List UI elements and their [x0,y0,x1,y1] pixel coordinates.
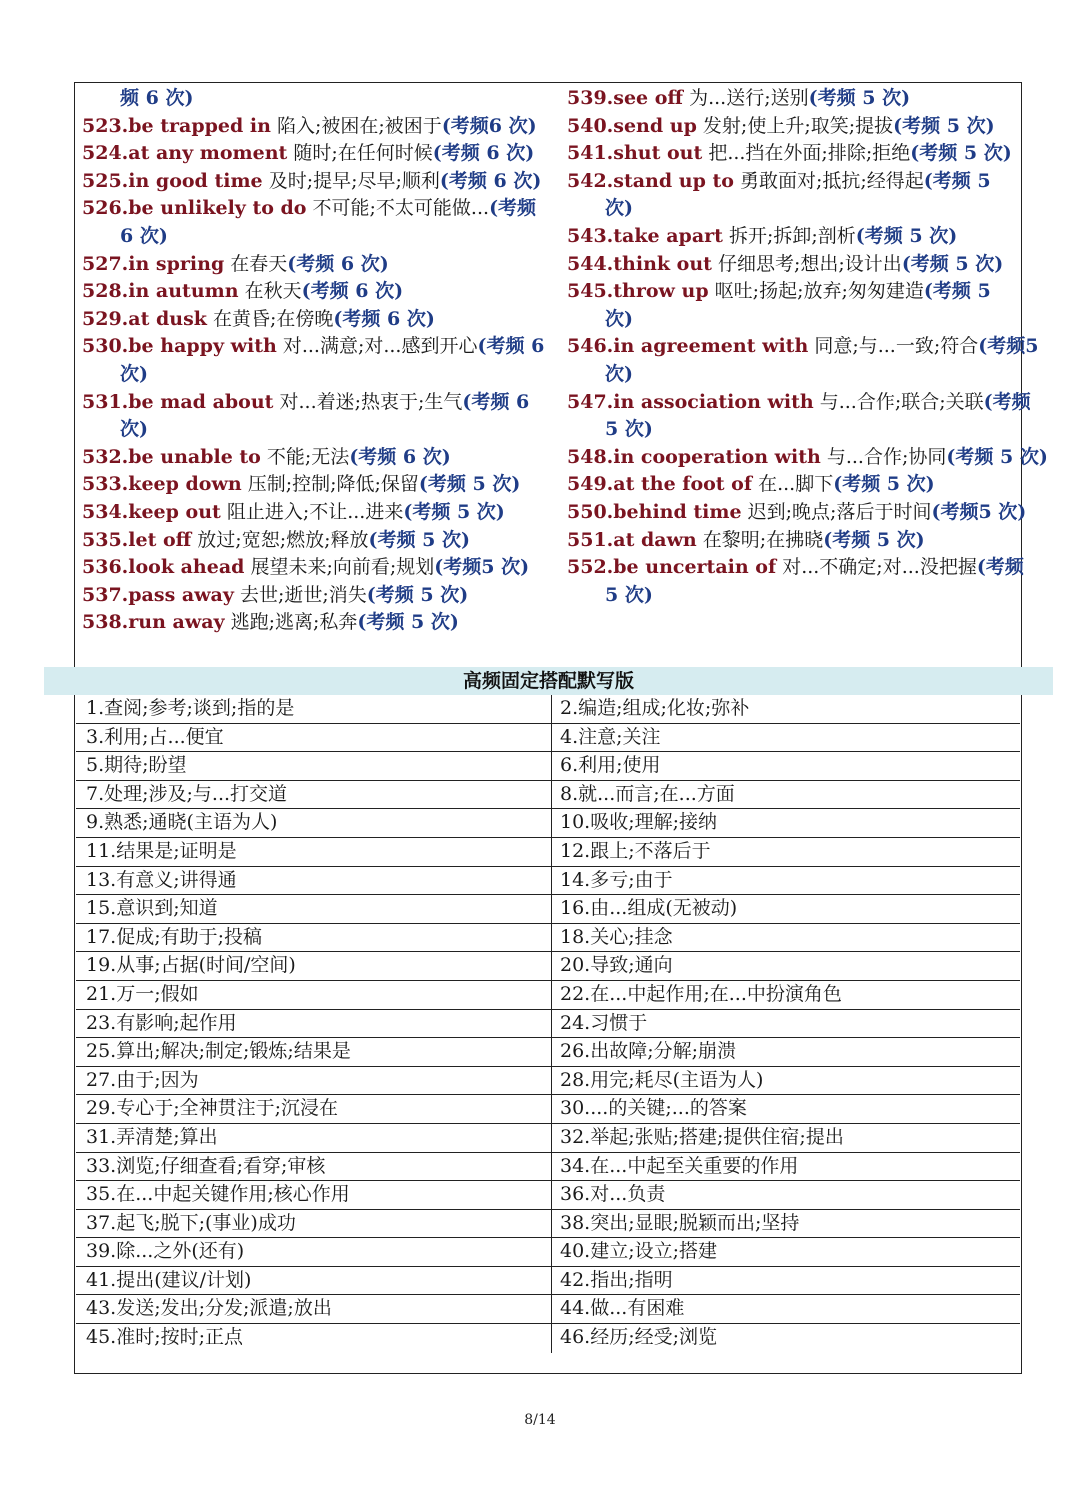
table-cell: 45.准时;按时;正点 [76,1324,552,1353]
exam-frequency: (考频 [489,197,537,220]
phrase-text: 537.pass away [82,583,234,606]
phrase-meaning: 对...满意;对...感到开心 [282,335,478,358]
table-cell: 3.利用;占...便宜 [76,724,552,752]
table-row [76,1181,1020,1210]
phrase-meaning: 及时;提早;尽早;顺利 [268,169,440,192]
phrase-meaning: 呕吐;扬起;放弃;匆匆建造 [714,280,924,303]
phrase-text: 549.at the foot of [567,473,753,496]
phrase-meaning: 不能;无法 [266,445,350,468]
phrase-meaning: 同意;与...一致;符合 [814,335,979,358]
phrase-meaning: 迟到;晚点;落后于时间 [747,500,932,523]
phrase-entry [567,223,1019,251]
phrase-entry [567,85,1019,113]
exam-frequency: (考频6 次) [441,114,537,137]
phrase-text: 528.in autumn [82,280,239,303]
phrase-entry [567,168,1019,196]
phrase-entry [567,444,1048,472]
phrase-meaning: 不可能;不太可能做... [312,197,490,220]
page-number: 8/14 [524,1412,556,1428]
phrase-meaning: 仔细思考;想出;设计出 [718,252,902,275]
phrase-list-right [567,85,1048,609]
phrase-meaning: 在春天 [230,252,288,275]
phrase-text: 535.let off [82,528,192,551]
table-cell: 31.弄清楚;算出 [76,1124,552,1152]
exam-frequency: (考频 6 次) [301,280,404,303]
table-row [76,1153,1020,1182]
table-row [76,838,1020,867]
exam-frequency: (考频5 次) [434,556,530,579]
phrase-meaning: 在黎明;在拂晓 [702,528,824,551]
phrase-entry [82,389,552,417]
table-cell: 37.起飞;脱下;(事业)成功 [76,1210,552,1238]
phrase-text: 525.in good time [82,169,263,192]
phrase-meaning: 与...合作;联合;关联 [819,390,984,413]
phrase-entry [567,416,1019,444]
exam-frequency: (考频 6 [462,390,530,413]
phrase-entry [567,278,1019,306]
table-cell: 24.习惯于 [560,1011,648,1034]
exam-frequency: (考频 6 [477,335,545,358]
table-row [76,1295,1020,1324]
table-row [76,695,1020,724]
phrase-text: 534.keep out [82,500,221,523]
table-row [76,895,1020,924]
phrase-text: 533.keep down [82,473,242,496]
phrase-meaning: 在秋天 [244,280,302,303]
phrase-entry [567,389,1031,417]
phrase-entry [567,554,1024,582]
phrase-entry [82,361,552,389]
table-cell: 13.有意义;讲得通 [76,867,552,895]
table-row [76,1210,1020,1239]
phrase-text: 544.think out [567,252,712,275]
phrase-text: 551.at dawn [567,528,697,551]
exam-frequency: (考频5 [978,335,1039,358]
phrase-meaning: 勇敢面对;抵抗;经得起 [739,169,924,192]
table-cell: 20.导致;通向 [560,954,673,977]
table-cell: 36.对...负责 [560,1183,666,1206]
exam-frequency: (考频 5 次) [893,114,995,137]
exam-frequency: (考频 6 次) [439,169,542,192]
exam-frequency: (考频 6 次) [349,445,451,468]
table-cell: 42.指出;指明 [560,1268,673,1291]
phrase-list-left [82,85,552,637]
dictation-table [76,695,1020,1353]
table-row [76,1095,1020,1124]
phrase-entry [82,499,552,527]
exam-frequency: 5 次) [605,583,653,606]
table-row [76,1038,1020,1067]
table-row [76,752,1020,781]
exam-frequency: (考频 5 次) [366,583,469,606]
table-row [76,1238,1020,1267]
phrase-meaning: 陷入;被困在;被困于 [277,114,442,137]
phrase-entry [82,582,552,610]
exam-frequency: (考频 5 次) [833,473,935,496]
exam-frequency: (考频 5 次) [357,611,459,634]
phrase-entry [82,609,552,637]
exam-frequency: (考频 [976,556,1024,579]
table-cell: 14.多亏;由于 [560,868,673,891]
table-cell: 6.利用;使用 [560,754,661,777]
table-cell: 16.由...组成(无被动) [560,897,738,920]
phrase-meaning: 发射;使上升;取笑;提拔 [702,114,894,137]
exam-frequency: (考频 5 [923,169,991,192]
table-cell: 5.期待;盼望 [76,752,552,780]
table-row [76,1267,1020,1296]
exam-frequency: (考频 5 次) [855,224,958,247]
phrase-entry [82,113,552,141]
phrase-entry [567,471,1019,499]
table-cell: 17.促成;有助于;投稿 [76,924,552,952]
phrase-meaning: 逃跑;逃离;私奔 [230,611,358,634]
phrase-entry [82,306,552,334]
table-cell: 1.查阅;参考;谈到;指的是 [76,695,552,723]
table-row [76,981,1020,1010]
exam-frequency: (考频 5 次) [418,473,521,496]
exam-frequency: 次) [120,362,148,385]
exam-frequency: 次) [605,362,633,385]
table-cell: 10.吸收;理解;接纳 [560,811,718,834]
phrase-meaning: 为...送行;送别 [689,87,809,109]
table-cell: 12.跟上;不落后于 [560,839,711,862]
phrase-meaning: 把...挡在外面;排除;拒绝 [708,142,911,165]
table-cell: 33.浏览;仔细查看;看穿;审核 [76,1153,552,1181]
phrase-text: 539.see off [567,87,684,109]
table-row [76,952,1020,981]
table-row [76,1124,1020,1153]
phrase-entry [567,140,1019,168]
phrase-entry [82,140,552,168]
phrase-text: 552.be uncertain of [567,556,777,579]
table-cell: 43.发送;发出;分发;派遣;放出 [76,1295,552,1323]
exam-frequency: (考频 6 次) [287,252,389,275]
phrase-text: 546.in agreement with [567,335,809,358]
phrase-entry [567,251,1019,279]
phrase-text: 526.be unlikely to do [82,197,307,220]
phrase-text: 529.at dusk [82,307,207,330]
exam-frequency: (考频 5 次) [368,528,470,551]
exam-frequency: (考频 5 次) [910,142,1012,165]
table-cell: 26.出故障;分解;崩溃 [560,1040,737,1063]
table-row [76,1324,1020,1353]
table-row [76,1067,1020,1096]
phrase-text: 542.stand up to [567,169,734,192]
phrase-text: 543.take apart [567,224,723,247]
table-row [76,924,1020,953]
phrase-entry [82,527,552,555]
table-cell: 15.意识到;知道 [76,895,552,923]
exam-frequency: (考频 5 次) [808,87,911,109]
phrase-entry [82,278,552,306]
table-cell: 23.有影响;起作用 [76,1010,552,1038]
phrase-meaning: 阻止进入;不让...进来 [226,500,404,523]
phrase-entry [82,333,552,361]
phrase-text: 531.be mad about [82,390,274,413]
exam-frequency: 6 次) [120,224,168,247]
exam-frequency: (考频 [983,390,1031,413]
phrase-meaning: 对...不确定;对...没把握 [782,556,977,579]
phrase-entry [82,195,552,223]
phrase-meaning: 对...着迷;热衷于;生气 [279,390,463,413]
table-cell: 21.万一;假如 [76,981,552,1009]
exam-frequency: (考频5 次) [931,500,1027,523]
phrase-text: 541.shut out [567,142,703,165]
phrase-text: 530.be happy with [82,335,277,358]
table-cell: 2.编造;组成;化妆;弥补 [560,697,750,719]
exam-frequency: (考频 5 次) [823,528,925,551]
phrase-text: 523.be trapped in [82,114,271,137]
phrase-meaning: 展望未来;向前看;规划 [250,556,435,579]
phrase-text: 524.at any moment [82,142,288,165]
phrase-meaning: 在黄昏;在傍晚 [213,307,334,330]
phrase-entry [567,527,1019,555]
exam-frequency: 次) [120,418,148,441]
exam-frequency: (考频 5 次) [403,500,505,523]
table-cell: 28.用完;耗尽(主语为人) [560,1068,764,1091]
section-title: 高频固定搭配默写版 [44,667,1053,695]
table-cell: 22.在...中起作用;在...中扮演角色 [560,982,842,1005]
table-cell: 46.经历;经受;浏览 [560,1326,718,1349]
phrase-meaning: 拆开;拆卸;剖析 [728,224,856,247]
phrase-entry [567,113,1019,141]
table-cell: 34.在...中起至关重要的作用 [560,1154,799,1177]
table-row [76,781,1020,810]
table-cell: 4.注意;关注 [560,725,661,748]
phrase-meaning: 随时;在任何时候 [293,142,433,165]
phrase-text: 550.behind time [567,500,742,523]
table-cell: 41.提出(建议/计划) [76,1267,552,1295]
phrase-meaning: 放过;宽恕;燃放;释放 [197,528,369,551]
table-cell: 9.熟悉;通晓(主语为人) [76,809,552,837]
phrase-entry [82,251,552,279]
exam-frequency: (考频 6 次) [333,307,435,330]
phrase-text: 547.in association with [567,390,814,413]
table-cell: 8.就...而言;在...方面 [560,782,735,805]
table-cell: 29.专心于;全神贯注于;沉浸在 [76,1095,552,1123]
table-cell: 19.从事;占据(时间/空间) [76,952,552,980]
exam-frequency: 次) [605,197,633,220]
phrase-entry [82,471,552,499]
table-row [76,809,1020,838]
phrase-entry [567,195,1019,223]
table-row [76,724,1020,753]
table-cell: 18.关心;挂念 [560,925,673,948]
table-cell: 25.算出;解决;制定;锻炼;结果是 [76,1038,552,1066]
phrase-entry [82,223,552,251]
table-cell: 27.由于;因为 [76,1067,552,1095]
exam-frequency: 频 6 次) [120,87,194,109]
phrase-text: 540.send up [567,114,697,137]
phrase-meaning: 与...合作;协同 [826,445,947,468]
phrase-entry [82,168,552,196]
phrase-text: 536.look ahead [82,556,245,579]
phrase-entry [82,554,552,582]
phrase-meaning: 去世;逝世;消失 [239,583,367,606]
table-cell: 7.处理;涉及;与...打交道 [76,781,552,809]
table-row [76,867,1020,896]
phrase-text: 527.in spring [82,252,225,275]
table-cell: 39.除...之外(还有) [76,1238,552,1266]
exam-frequency: (考频 5 [923,280,991,303]
phrase-entry [567,361,1019,389]
exam-frequency: (考频 5 次) [901,252,1004,275]
table-cell: 40.建立;设立;搭建 [560,1240,718,1263]
table-row [76,1010,1020,1039]
phrase-entry [567,582,1019,610]
exam-frequency: 5 次) [605,418,653,441]
table-cell: 11.结果是;证明是 [76,838,552,866]
phrase-entry [82,444,552,472]
phrase-entry [567,333,1039,361]
table-cell: 38.突出;显眼;脱颖而出;坚持 [560,1211,800,1234]
phrase-entry [567,499,1027,527]
exam-frequency: (考频 5 次) [946,445,1048,468]
table-cell: 44.做...有困难 [560,1297,685,1320]
phrase-text: 545.throw up [567,280,709,303]
phrase-text: 538.run away [82,611,225,634]
phrase-text: 548.in cooperation with [567,445,821,468]
table-cell: 35.在...中起关键作用;核心作用 [76,1181,552,1209]
table-cell: 32.举起;张贴;搭建;提供住宿;提出 [560,1125,844,1148]
phrase-entry [82,416,552,444]
phrase-meaning: 压制;控制;降低;保留 [247,473,419,496]
exam-frequency: (考频 6 次) [432,142,535,165]
exam-frequency: 次) [605,307,633,330]
table-cell: 30....的关键;...的答案 [560,1097,747,1120]
phrase-entry [82,85,552,113]
phrase-meaning: 在...脚下 [758,473,834,496]
phrase-entry [567,306,1019,334]
phrase-text: 532.be unable to [82,445,261,468]
